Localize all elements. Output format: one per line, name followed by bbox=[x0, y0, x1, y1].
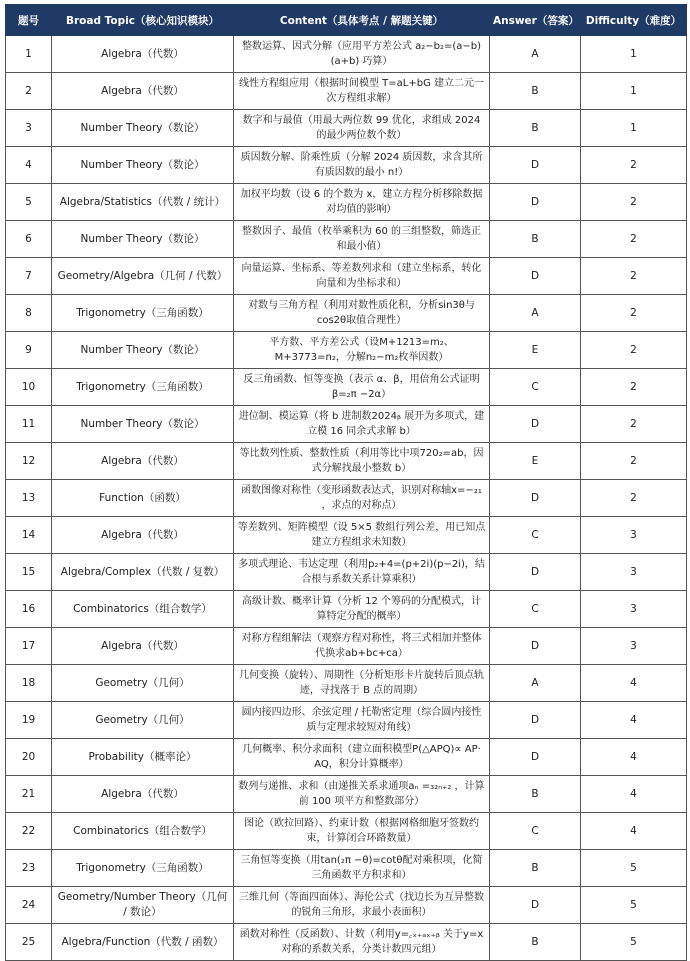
row-number: 2 bbox=[6, 73, 52, 110]
row-difficulty: 2 bbox=[581, 221, 687, 258]
row-topic: Probability（概率论） bbox=[52, 739, 234, 776]
row-number: 14 bbox=[6, 517, 52, 554]
row-number: 1 bbox=[6, 36, 52, 73]
row-topic: Algebra（代数） bbox=[52, 443, 234, 480]
row-answer: D bbox=[490, 184, 581, 221]
topic-table bbox=[5, 4, 687, 961]
row-topic: Geometry（几何） bbox=[52, 702, 234, 739]
table-row bbox=[6, 480, 687, 517]
row-content: 整数因子、最值（枚举乘积为 60 的三组整数，筛选正和最小值） bbox=[234, 221, 490, 258]
row-answer: A bbox=[490, 36, 581, 73]
row-content: 进位制、模运算（将 b 进制数2024ᵦ 展开为多项式，建立模 16 同余式求解 b） bbox=[234, 406, 490, 443]
row-difficulty: 2 bbox=[581, 369, 687, 406]
row-answer: E bbox=[490, 332, 581, 369]
row-content: 等比数列性质、整数性质（利用等比中项720₂=ab，因式分解找最小整数 b） bbox=[234, 443, 490, 480]
row-answer: A bbox=[490, 295, 581, 332]
table-row bbox=[6, 147, 687, 184]
header-topic: Broad Topic（核心知识模块） bbox=[52, 5, 234, 36]
row-number: 15 bbox=[6, 554, 52, 591]
header-content: Content（具体考点 / 解题关键） bbox=[234, 5, 490, 36]
row-answer: B bbox=[490, 221, 581, 258]
row-topic: Trigonometry（三角函数） bbox=[52, 850, 234, 887]
row-content: 函数对称性（反函数）、计数（利用y=꜀ₓ₊ₐₓ₊ᵦ 关于y=x对称的系数关系，分类计数四元组） bbox=[234, 924, 490, 961]
row-topic: Number Theory（数论） bbox=[52, 147, 234, 184]
row-answer: D bbox=[490, 554, 581, 591]
row-content: 多项式理论、韦达定理（利用p₂+4=(p+2i)(p−2i)，结合根与系数关系计算乘积） bbox=[234, 554, 490, 591]
row-difficulty: 2 bbox=[581, 443, 687, 480]
row-difficulty: 2 bbox=[581, 295, 687, 332]
row-topic: Geometry（几何） bbox=[52, 665, 234, 702]
row-number: 19 bbox=[6, 702, 52, 739]
row-topic: Number Theory（数论） bbox=[52, 406, 234, 443]
row-content: 对称方程组解法（观察方程对称性，将三式相加并整体代换求ab+bc+ca） bbox=[234, 628, 490, 665]
row-content: 整数运算、因式分解（应用平方差公式 a₂−b₂=(a−b)(a+b) 巧算） bbox=[234, 36, 490, 73]
row-answer: E bbox=[490, 443, 581, 480]
header-difficulty: Difficulty（难度） bbox=[581, 5, 687, 36]
table-row bbox=[6, 332, 687, 369]
row-number: 18 bbox=[6, 665, 52, 702]
row-answer: D bbox=[490, 628, 581, 665]
row-answer: C bbox=[490, 517, 581, 554]
row-answer: D bbox=[490, 887, 581, 924]
row-answer: C bbox=[490, 591, 581, 628]
row-number: 22 bbox=[6, 813, 52, 850]
row-topic: Algebra（代数） bbox=[52, 776, 234, 813]
table-row bbox=[6, 443, 687, 480]
row-number: 12 bbox=[6, 443, 52, 480]
row-difficulty: 5 bbox=[581, 924, 687, 961]
row-difficulty: 4 bbox=[581, 813, 687, 850]
row-difficulty: 2 bbox=[581, 147, 687, 184]
row-number: 6 bbox=[6, 221, 52, 258]
row-answer: D bbox=[490, 739, 581, 776]
table-row bbox=[6, 110, 687, 147]
topic-table-container bbox=[5, 4, 686, 955]
table-row bbox=[6, 776, 687, 813]
row-answer: D bbox=[490, 258, 581, 295]
table-row bbox=[6, 295, 687, 332]
row-content: 高级计数、概率计算（分析 12 个筹码的分配模式，计算特定分配的概率） bbox=[234, 591, 490, 628]
row-topic: Algebra（代数） bbox=[52, 517, 234, 554]
row-topic: Algebra（代数） bbox=[52, 628, 234, 665]
row-content: 加权平均数（设 6 的个数为 x，建立方程分析移除数据对均值的影响） bbox=[234, 184, 490, 221]
row-topic: Algebra/Function（代数 / 函数） bbox=[52, 924, 234, 961]
row-difficulty: 1 bbox=[581, 110, 687, 147]
row-difficulty: 1 bbox=[581, 73, 687, 110]
row-number: 17 bbox=[6, 628, 52, 665]
table-row bbox=[6, 887, 687, 924]
table-row bbox=[6, 665, 687, 702]
table-row bbox=[6, 258, 687, 295]
row-number: 11 bbox=[6, 406, 52, 443]
row-answer: D bbox=[490, 702, 581, 739]
table-row bbox=[6, 517, 687, 554]
table-row bbox=[6, 813, 687, 850]
table-row bbox=[6, 702, 687, 739]
row-difficulty: 5 bbox=[581, 850, 687, 887]
row-topic: Geometry/Algebra（几何 / 代数） bbox=[52, 258, 234, 295]
table-header-row bbox=[6, 5, 687, 36]
row-number: 25 bbox=[6, 924, 52, 961]
row-difficulty: 2 bbox=[581, 332, 687, 369]
row-content: 反三角函数、恒等变换（表示 α、β，用倍角公式证明β=₂π −2α） bbox=[234, 369, 490, 406]
row-difficulty: 5 bbox=[581, 887, 687, 924]
row-difficulty: 1 bbox=[581, 36, 687, 73]
row-topic: Trigonometry（三角函数） bbox=[52, 295, 234, 332]
row-difficulty: 2 bbox=[581, 480, 687, 517]
row-content: 对数与三角方程（利用对数性质化积，分析sin3θ与cos2θ取值合理性） bbox=[234, 295, 490, 332]
row-content: 平方数、平方差公式（设M+1213=m₂、M+3773=n₂，分解n₂−m₂枚举因数） bbox=[234, 332, 490, 369]
table-row bbox=[6, 924, 687, 961]
row-number: 3 bbox=[6, 110, 52, 147]
table-row bbox=[6, 739, 687, 776]
row-difficulty: 4 bbox=[581, 739, 687, 776]
row-topic: Algebra（代数） bbox=[52, 73, 234, 110]
row-answer: B bbox=[490, 850, 581, 887]
row-number: 10 bbox=[6, 369, 52, 406]
row-content: 几何概率、积分求面积（建立面积模型P(△APQ)∝ AP· AQ，积分计算概率） bbox=[234, 739, 490, 776]
row-content: 数字和与最值（用最大两位数 99 优化，求组成 2024 的最少两位数个数） bbox=[234, 110, 490, 147]
row-number: 23 bbox=[6, 850, 52, 887]
row-content: 向量运算、坐标系、等差数列求和（建立坐标系，转化向量和为坐标求和） bbox=[234, 258, 490, 295]
row-difficulty: 4 bbox=[581, 776, 687, 813]
row-answer: C bbox=[490, 369, 581, 406]
row-answer: C bbox=[490, 813, 581, 850]
row-number: 9 bbox=[6, 332, 52, 369]
row-number: 4 bbox=[6, 147, 52, 184]
table-row bbox=[6, 369, 687, 406]
row-answer: D bbox=[490, 406, 581, 443]
table-row bbox=[6, 554, 687, 591]
row-difficulty: 2 bbox=[581, 258, 687, 295]
row-content: 几何变换（旋转）、周期性（分析矩形卡片旋转后顶点轨迹，寻找落于 B 点的周期） bbox=[234, 665, 490, 702]
row-answer: A bbox=[490, 665, 581, 702]
row-topic: Number Theory（数论） bbox=[52, 110, 234, 147]
row-number: 21 bbox=[6, 776, 52, 813]
row-difficulty: 3 bbox=[581, 517, 687, 554]
row-number: 24 bbox=[6, 887, 52, 924]
table-row bbox=[6, 628, 687, 665]
row-difficulty: 4 bbox=[581, 702, 687, 739]
row-content: 函数图像对称性（变形函数表达式，识别对称轴x=−₂₁ ，求点的对称点） bbox=[234, 480, 490, 517]
row-topic: Trigonometry（三角函数） bbox=[52, 369, 234, 406]
row-topic: Algebra/Complex（代数 / 复数） bbox=[52, 554, 234, 591]
row-difficulty: 4 bbox=[581, 665, 687, 702]
row-difficulty: 3 bbox=[581, 591, 687, 628]
row-number: 5 bbox=[6, 184, 52, 221]
row-answer: B bbox=[490, 776, 581, 813]
row-topic: Function（函数） bbox=[52, 480, 234, 517]
table-row bbox=[6, 221, 687, 258]
row-content: 图论（欧拉回路）、约束计数（根据网格细胞牙签数约束，计算闭合环路数量） bbox=[234, 813, 490, 850]
table-row bbox=[6, 406, 687, 443]
header-number: 题号 bbox=[6, 5, 52, 36]
row-answer: D bbox=[490, 147, 581, 184]
row-answer: D bbox=[490, 480, 581, 517]
row-number: 20 bbox=[6, 739, 52, 776]
table-body bbox=[6, 36, 687, 961]
row-content: 等差数列、矩阵模型（设 5×5 数组行列公差，用已知点建立方程组求未知数） bbox=[234, 517, 490, 554]
row-number: 13 bbox=[6, 480, 52, 517]
row-content: 线性方程组应用（根据时间模型 T=aL+bG 建立二元一次方程组求解） bbox=[234, 73, 490, 110]
row-content: 三角恒等变换（用tan(₂π −θ)=cotθ配对乘积项，化简三角函数平方积求和） bbox=[234, 850, 490, 887]
row-answer: B bbox=[490, 924, 581, 961]
row-difficulty: 2 bbox=[581, 184, 687, 221]
row-topic: Number Theory（数论） bbox=[52, 332, 234, 369]
row-number: 16 bbox=[6, 591, 52, 628]
row-difficulty: 3 bbox=[581, 628, 687, 665]
row-topic: Algebra（代数） bbox=[52, 36, 234, 73]
table-row bbox=[6, 73, 687, 110]
row-content: 数列与递推、求和（由递推关系求通项aₙ =₃₂ₙ₊₂ ，计算前 100 项平方和整数部分） bbox=[234, 776, 490, 813]
row-difficulty: 3 bbox=[581, 554, 687, 591]
row-content: 三维几何（等面四面体）、海伦公式（找边长为互异整数的锐角三角形，求最小表面积） bbox=[234, 887, 490, 924]
row-topic: Geometry/Number Theory（几何 / 数论） bbox=[52, 887, 234, 924]
row-topic: Combinatorics（组合数学） bbox=[52, 591, 234, 628]
row-answer: B bbox=[490, 110, 581, 147]
row-topic: Algebra/Statistics（代数 / 统计） bbox=[52, 184, 234, 221]
table-row bbox=[6, 184, 687, 221]
table-row bbox=[6, 36, 687, 73]
header-answer: Answer（答案） bbox=[490, 5, 581, 36]
row-difficulty: 2 bbox=[581, 406, 687, 443]
row-topic: Number Theory（数论） bbox=[52, 221, 234, 258]
row-number: 8 bbox=[6, 295, 52, 332]
row-topic: Combinatorics（组合数学） bbox=[52, 813, 234, 850]
row-number: 7 bbox=[6, 258, 52, 295]
table-row bbox=[6, 591, 687, 628]
row-answer: B bbox=[490, 73, 581, 110]
row-content: 质因数分解、阶乘性质（分解 2024 质因数，求含其所有质因数的最小 n!） bbox=[234, 147, 490, 184]
table-row bbox=[6, 850, 687, 887]
row-content: 圆内接四边形、余弦定理 / 托勒密定理（综合圆内接性质与定理求较短对角线） bbox=[234, 702, 490, 739]
